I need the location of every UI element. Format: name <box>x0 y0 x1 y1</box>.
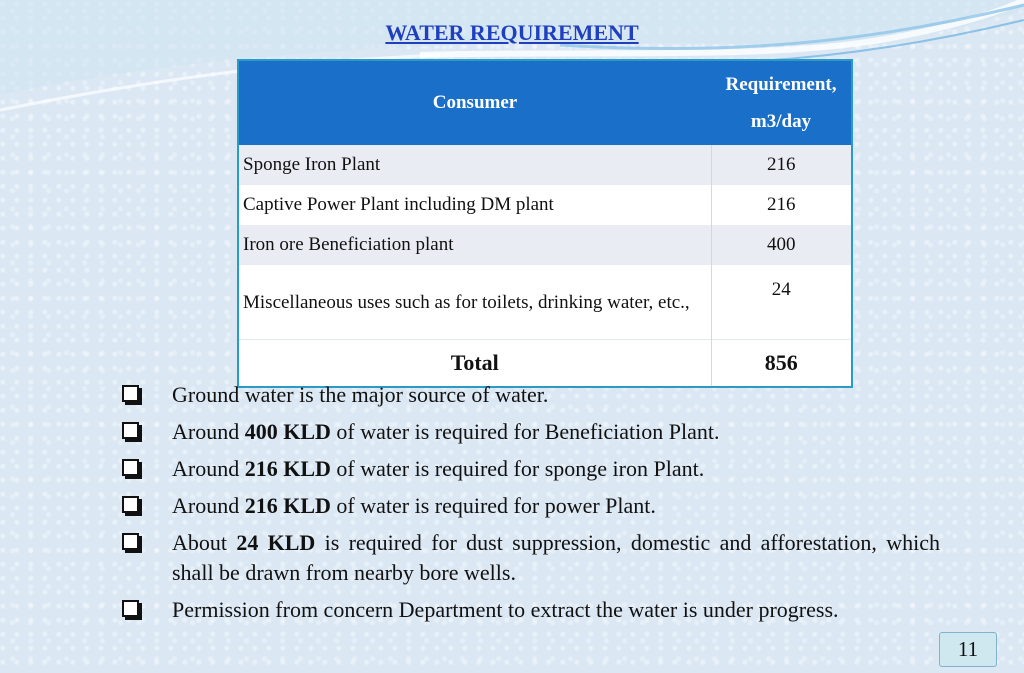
bullet-text-pre: Around <box>172 456 245 481</box>
bullet-text-bold: 216 KLD <box>244 456 331 481</box>
bullet-item <box>122 454 940 484</box>
table-row <box>239 145 851 185</box>
table-row <box>239 265 851 340</box>
slide-title: WATER REQUIREMENT <box>385 20 639 45</box>
total-value: 856 <box>711 340 851 387</box>
total-label: Total <box>239 340 711 387</box>
bullet-item <box>122 417 940 447</box>
bullet-text-pre: Around <box>172 493 245 518</box>
bullet-text-pre: Around <box>172 419 245 444</box>
table-row <box>239 185 851 225</box>
bullet-text-pre: About <box>172 530 237 555</box>
bullet-text-pre: Permission from concern Department to extract the water is under progress. <box>172 597 839 622</box>
bullet-text-bold: 24 KLD <box>236 530 316 555</box>
bullet-text-post: of water is required for power Plant. <box>330 493 656 518</box>
checkbox-bullet-icon <box>122 600 139 617</box>
table-row <box>239 225 851 265</box>
checkbox-bullet-icon <box>122 496 139 513</box>
value-cell: 216 <box>711 145 851 185</box>
bullet-text-pre: Ground water is the major source of water. <box>172 382 549 407</box>
bullet-text-post: of water is required for Beneficiation Plant. <box>330 419 720 444</box>
consumer-cell: Captive Power Plant including DM plant <box>239 185 711 225</box>
bullet-item <box>122 491 940 521</box>
consumer-cell: Iron ore Beneficiation plant <box>239 225 711 265</box>
checkbox-bullet-icon <box>122 459 139 476</box>
checkbox-bullet-icon <box>122 533 139 550</box>
bullet-text-post: is required for dust suppression, domestic and afforestation, which shall be drawn from nearby bore wells. <box>172 530 940 585</box>
value-cell: 24 <box>711 265 851 340</box>
bullet-text-bold: 400 KLD <box>244 419 331 444</box>
water-requirement-table <box>239 61 851 386</box>
bullet-text-bold: 216 KLD <box>244 493 331 518</box>
bullet-list <box>122 380 940 632</box>
header-requirement-line2: m3/day <box>750 111 812 132</box>
value-cell: 216 <box>711 185 851 225</box>
page-number: 11 <box>939 632 997 667</box>
bullet-item <box>122 595 940 625</box>
consumer-cell: Miscellaneous uses such as for toilets, drinking water, etc., <box>239 265 711 340</box>
bullet-text-post: of water is required for sponge iron Plant. <box>330 456 705 481</box>
consumer-cell: Sponge Iron Plant <box>239 145 711 185</box>
header-consumer: Consumer <box>239 61 711 145</box>
value-cell: 400 <box>711 225 851 265</box>
header-requirement-line1: Requirement, <box>725 74 837 95</box>
bullet-item <box>122 528 940 588</box>
bullet-item <box>122 380 940 410</box>
checkbox-bullet-icon <box>122 422 139 439</box>
header-requirement <box>711 61 851 145</box>
checkbox-bullet-icon <box>122 385 139 402</box>
